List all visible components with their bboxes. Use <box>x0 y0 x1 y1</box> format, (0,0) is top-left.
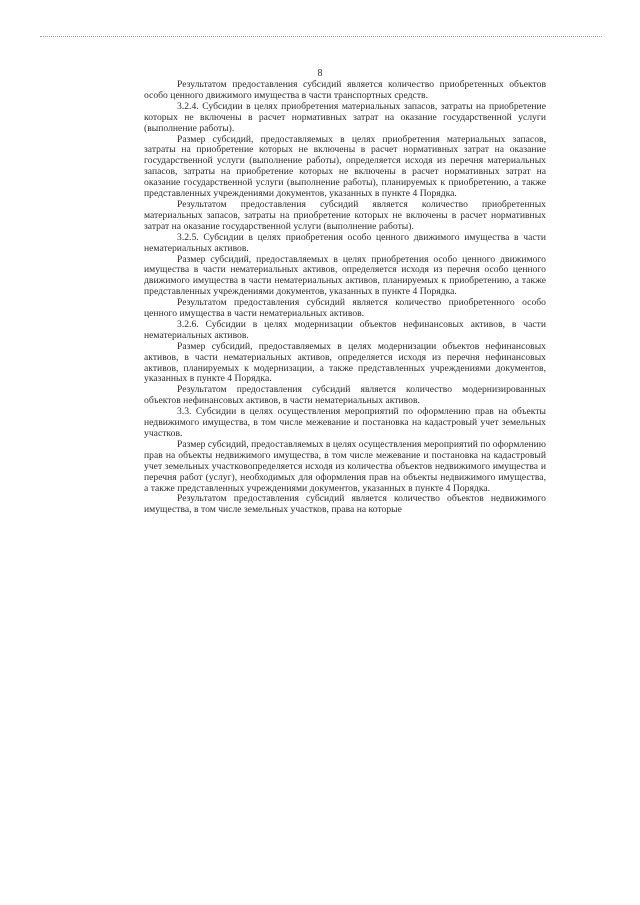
paragraph: Результатом предоставления субсидий является количество приобретенного особо ценного имущества в части нематериальных активов. <box>144 297 546 320</box>
paragraph: Размер субсидий, предоставляемых в целях приобретения материальных запасов, затраты на приобретение которых не включены в расчет нормативных затрат на оказание государственной услуги (выполнение работы), определяется исходя из перечня материальных запасов, затраты на приобретение которых не включены в расчет нормативных затрат на оказание государственной услуги (выполнение работы), планируемых к приобретению, а также представленных учреждениями документов, указанных в пункте 4 Порядка. <box>144 133 546 200</box>
top-dotted-rule <box>40 36 602 37</box>
paragraph: Результатом предоставления субсидий является количество модернизированных объектов нефинансовых активов, в части нематериальных активов. <box>144 384 546 407</box>
section-heading-3-2-4: 3.2.4. Субсидии в целях приобретения материальных запасов, затраты на приобретение которых не включены в расчет нормативных затрат на оказание государственной услуги (выполнение работы). <box>144 100 546 134</box>
section-heading-3-2-5: 3.2.5. Субсидии в целях приобретения особо ценного движимого имущества в части нематериальных активов. <box>144 231 546 254</box>
paragraph: Результатом предоставления субсидий является количество объектов недвижимого имущества, в том числе земельных участков, права на которые <box>144 493 546 516</box>
document-body <box>144 80 546 516</box>
paragraph: Размер субсидий, предоставляемых в целях модернизации объектов нефинансовых активов, в части нематериальных активов, определяется исходя из перечня нефинансовых активов, планируемых к модернизации, а также представленных учреждениями документов, указанных в пункте 4 Порядка. <box>144 340 546 385</box>
paragraph: Размер субсидий, предоставляемых в целях приобретения особо ценного движимого имущества в части нематериальных активов, определяется исходя из перечня особо ценного движимого имущества в части нематериальных активов, планируемых к приобретению, а также представленных учреждениями документов, указанных в пункте 4 Порядка. <box>144 253 546 298</box>
section-heading-3-3: 3.3. Субсидии в целях осуществления мероприятий по оформлению прав на объекты недвижимого имущества, в том числе межевание и постановка на кадастровый учет земельных участков. <box>144 406 546 439</box>
page-number: 8 <box>317 68 323 79</box>
paragraph: Результатом предоставления субсидий является количество приобретенных объектов особо ценного движимого имущества в части транспортных средств. <box>144 79 546 101</box>
paragraph: Результатом предоставления субсидий является количество приобретенных материальных запасов, затраты на приобретение которых не включены в расчет нормативных затрат на оказание государственной услуги (выполнение работы). <box>144 198 546 232</box>
section-heading-3-2-6: 3.2.6. Субсидии в целях модернизации объектов нефинансовых активов, в части нематериальных активов. <box>144 318 546 341</box>
paragraph: Размер субсидий, предоставляемых в целях осуществления мероприятий по оформлению прав на объекты недвижимого имущества, в том числе межевание и постановка на кадастровый учет земельных участковопределяется исходя из количества объектов недвижимого имущества и перечня работ (услуг), необходимых для оформления прав на объекты недвижимого имущества, а также представленных учреждениями документов, указанных в пункте 4 Порядка. <box>144 438 546 494</box>
